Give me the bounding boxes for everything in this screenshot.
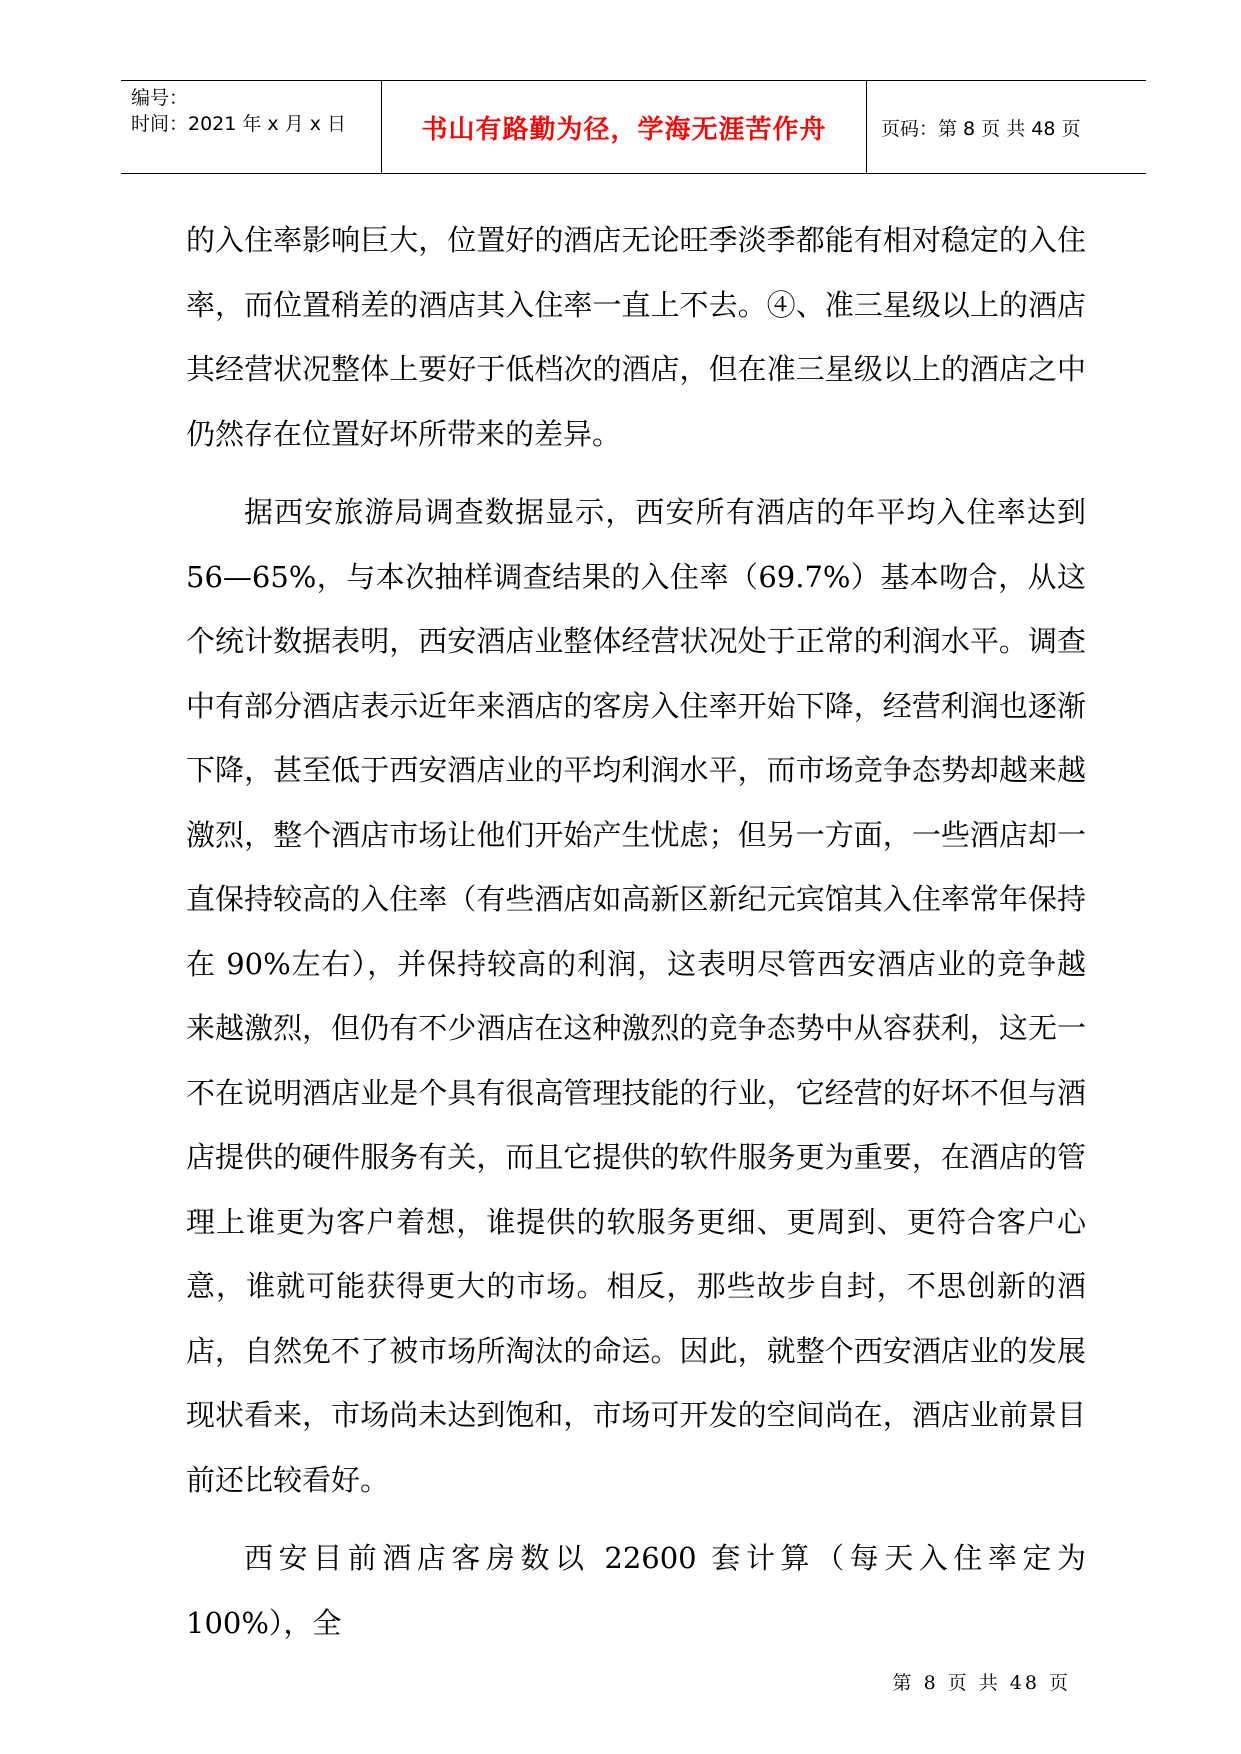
header-page-info: 页码：第 8 页 共 48 页 xyxy=(881,117,1081,140)
document-number-label: 编号： xyxy=(131,87,189,109)
document-time-label: 时间：2021 年 x 月 x 日 xyxy=(131,113,347,135)
paragraph-1: 的入住率影响巨大，位置好的酒店无论旺季淡季都能有相对稳定的入住率，而位置稍差的酒店其入住率一直上不去。④、准三星级以上的酒店其经营状况整体上要好于低档次的酒店，但在准三星级以上的酒店之中仍然存在位置好坏所带来的差异。 xyxy=(186,223,1086,451)
header-meta xyxy=(121,81,381,173)
header-motto-cell xyxy=(381,81,867,173)
header-motto: 书山有路勤为径，学海无涯苦作舟 xyxy=(421,114,827,145)
document-body xyxy=(186,208,1086,1655)
paragraph-2: 据西安旅游局调查数据显示，西安所有酒店的年平均入住率达到 56—65%，与本次抽样调查结果的入住率（69.7%）基本吻合，从这个统计数据表明，西安酒店业整体经营状况处于正常的利润水平。调查中有部分酒店表示近年来酒店的客房入住率开始下降，经营利润也逐渐下降，甚至低于西安酒店业的平均利润水平，而市场竞争态势却越来越激烈，整个酒店市场让他们开始产生忧虑；但另一方面，一些酒店却一直保持较高的入住率（有些酒店如高新区新纪元宾馆其入住率常年保持在 90%左右），并保持较高的利润，这表明尽管西安酒店业的竞争越来越激烈，但仍有不少酒店在这种激烈的竞争态势中从容获利，这无一不在说明酒店业是个具有很高管理技能的行业，它经营的好坏不但与酒店提供的硬件服务有关，而且它提供的软件服务更为重要，在酒店的管理上谁更为客户着想，谁提供的软服务更细、更周到、更符合客户心意，谁就可能获得更大的市场。相反，那些故步自封，不思创新的酒店，自然免不了被市场所淘汰的命运。因此，就整个西安酒店业的发展现状看来，市场尚未达到饱和，市场可开发的空间尚在，酒店业前景目前还比较看好。 xyxy=(186,495,1086,1497)
paragraph-3: 西安目前酒店客房数以 22600 套计算（每天入住率定为 100%），全 xyxy=(186,1541,1086,1640)
page-footer: 第 8 页 共 48 页 xyxy=(892,1672,1071,1694)
page-header xyxy=(121,80,1146,174)
